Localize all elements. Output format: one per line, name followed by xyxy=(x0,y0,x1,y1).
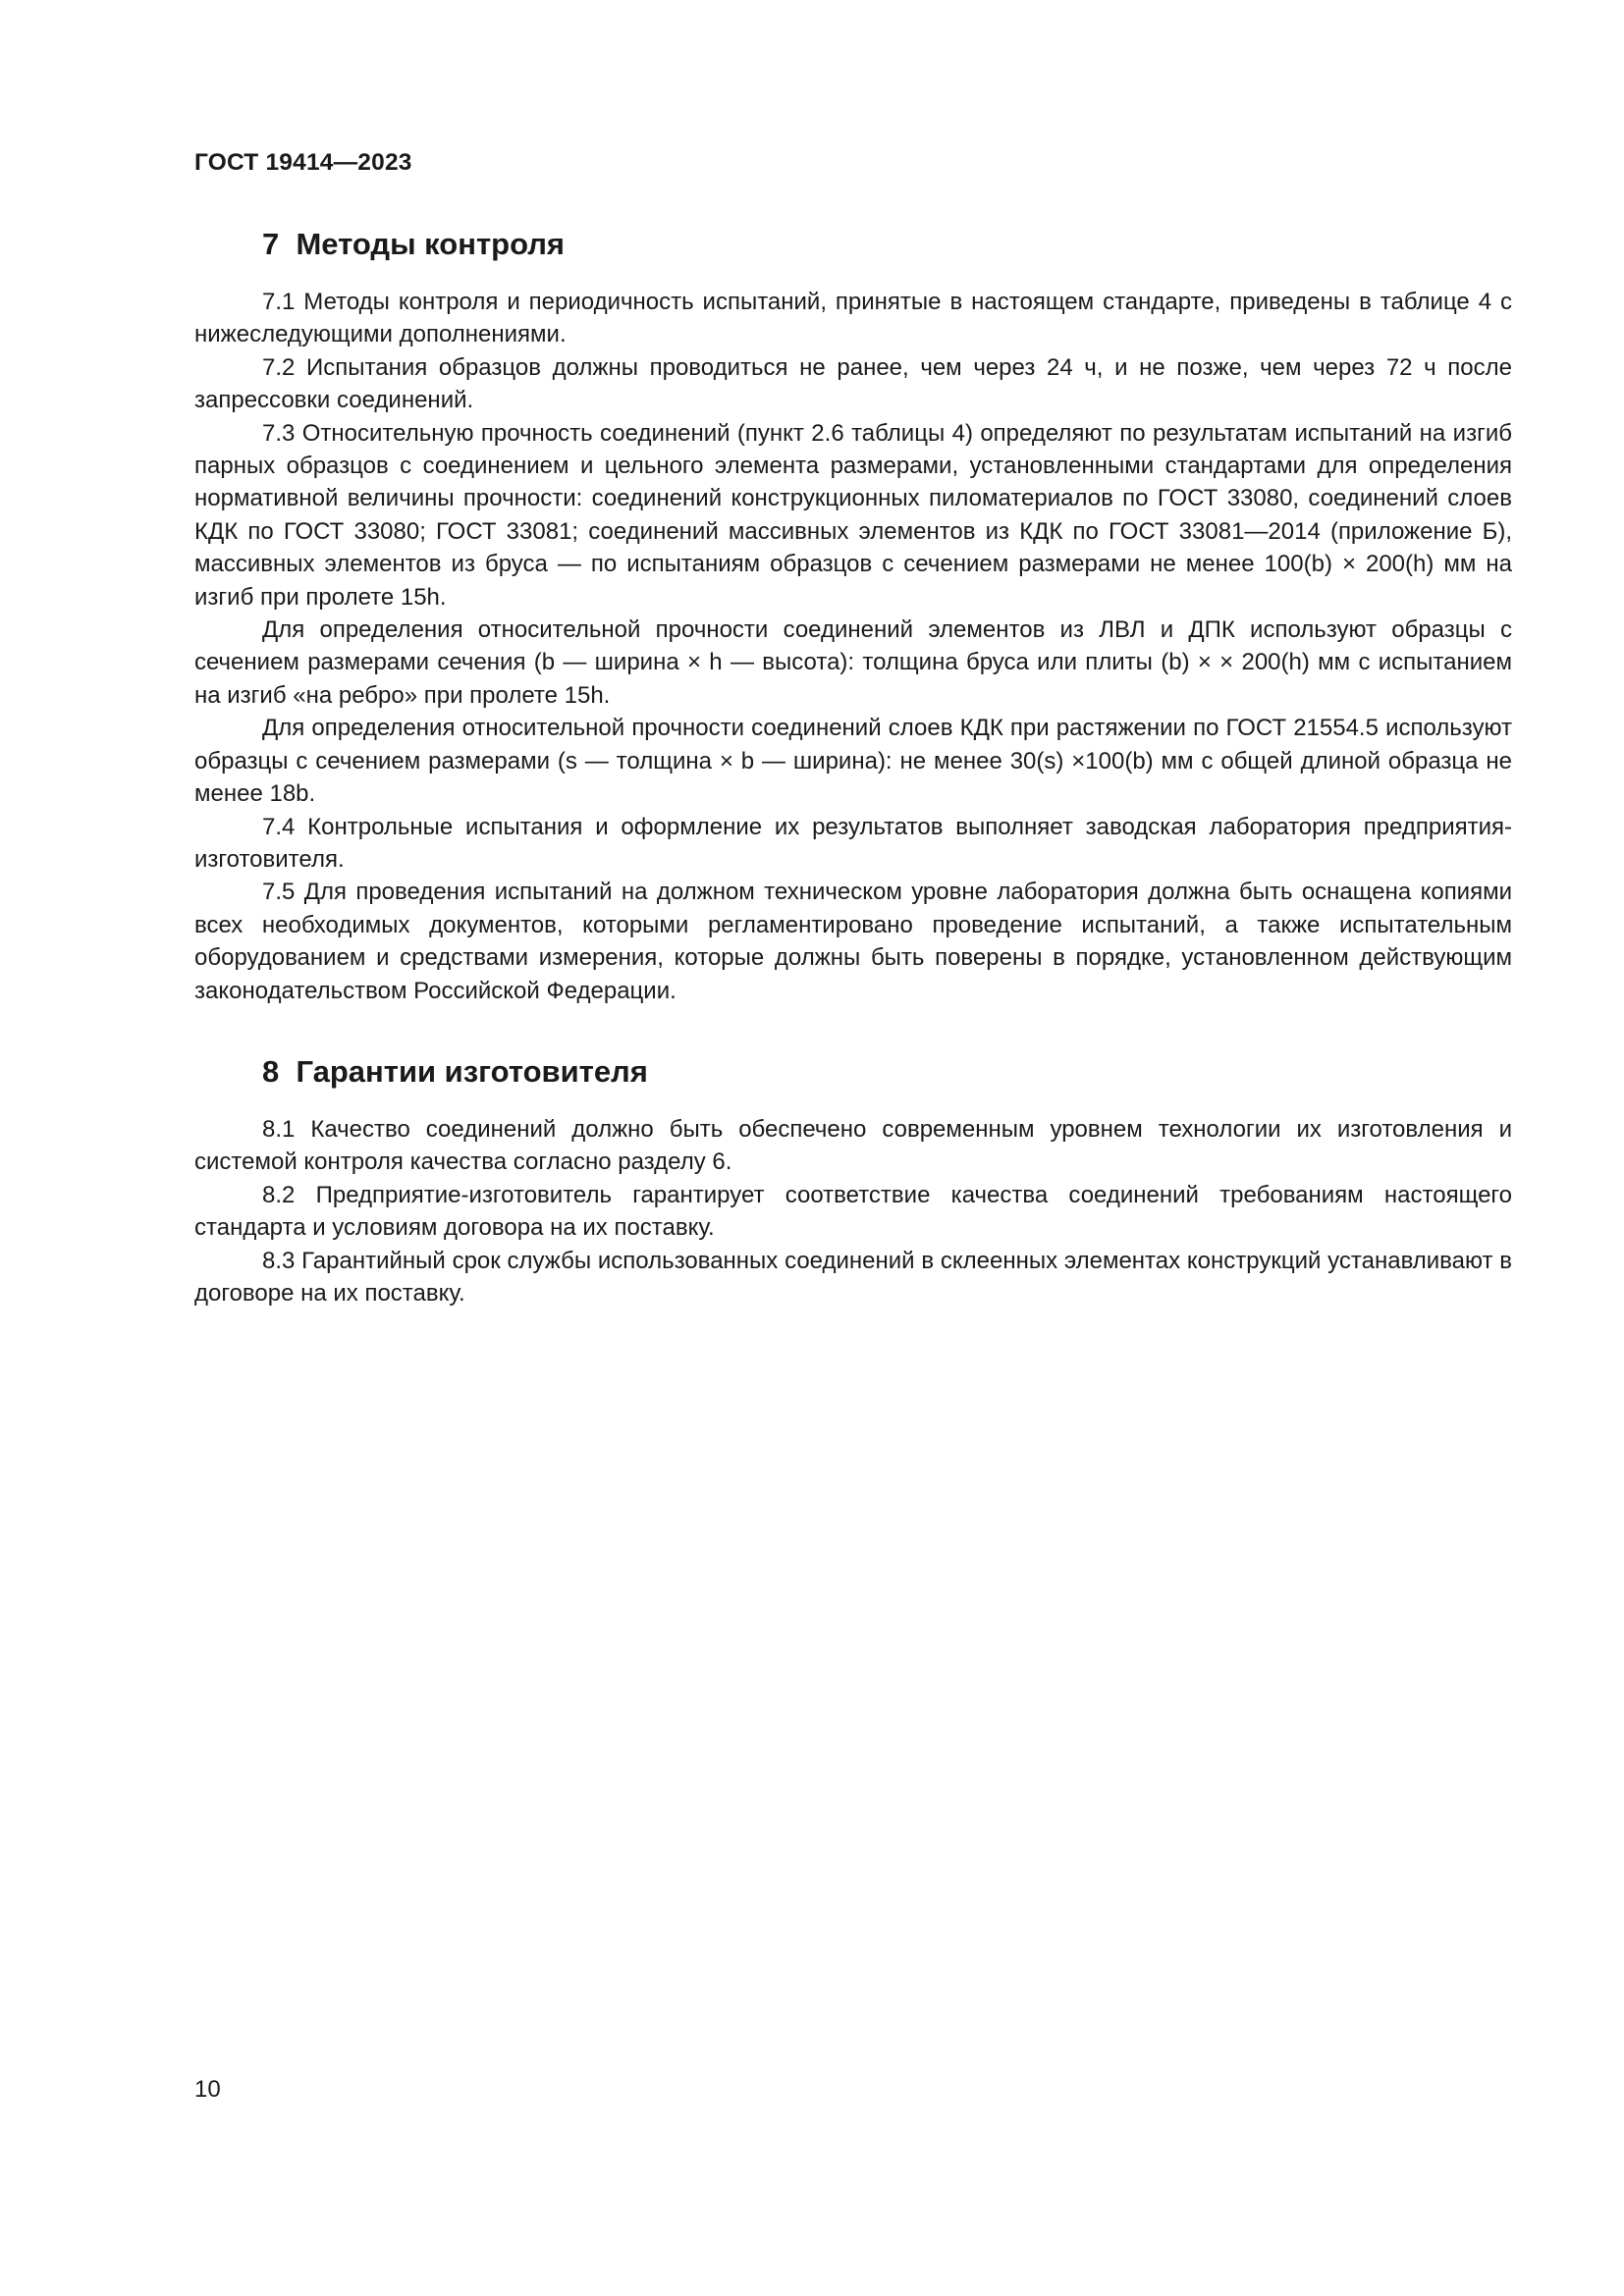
paragraph-7-4: 7.4 Контрольные испытания и оформление их результатов выполняет заводская лаборатория предприятия-изготовителя. xyxy=(194,813,1512,873)
paragraph-7-3: 7.3 Относительную прочность соединений (пункт 2.6 таблицы 4) определяют по результатам испытаний на изгиб парных образцов с соединением и цельного элемента размерами, установленными стандартами для определения нормативной величины прочности: соединений конструкционных пиломатериалов по ГОСТ 33080, соединений слоев КДК по ГОСТ 33080; ГОСТ 33081; соединений массивных элементов из КДК по ГОСТ 33081—2014 (приложение Б), массивных элементов из бруса — по испытаниям образцов с сечением размерами не менее 100(b) × 200(h) мм на изгиб при пролете 15h. xyxy=(194,419,1512,611)
paragraph-8-1: 8.1 Качество соединений должно быть обеспечено современным уровнем технологии их изготовления и системой контроля качества согласно разделу 6. xyxy=(194,1116,1512,1176)
section-8-title: 8 Гарантии изготовителя xyxy=(262,1054,648,1089)
section-7-title: 7 Методы контроля xyxy=(262,227,566,261)
paragraph-7-2: 7.2 Испытания образцов должны проводиться не ранее, чем через 24 ч, и не позже, чем через 72 ч после запрессовки соединений. xyxy=(194,353,1512,414)
paragraph-7-3-kdk-tension: Для определения относительной прочности соединений слоев КДК при растяжении по ГОСТ 21554.5 используют образцы с сечением размерами (s — толщина × b — ширина): не менее 30(s) ×100(b) мм с общей длиной образца не менее 18b. xyxy=(194,715,1512,808)
section-7-body xyxy=(194,286,1512,1007)
section-8-body xyxy=(194,1113,1512,1309)
paragraph-7-1: 7.1 Методы контроля и периодичность испытаний, принятые в настоящем стандарте, приведены в таблице 4 с нижеследующими дополнениями. xyxy=(194,289,1512,348)
paragraph-7-3-lvl-dpk: Для определения относительной прочности соединений элементов из ЛВЛ и ДПК используют образцы с сечением размерами сечения (b — ширина × h — высота): толщина бруса или плиты (b) × × 200(h) мм с испытанием на изгиб «на ребро» при пролете 15h. xyxy=(194,616,1512,709)
paragraph-8-2: 8.2 Предприятие-изготовитель гарантирует соответствие качества соединений требованиям настоящего стандарта и условиям договора на их поставку. xyxy=(194,1181,1512,1242)
paragraph-7-5: 7.5 Для проведения испытаний на должном техническом уровне лаборатория должна быть оснащена копиями всех необходимых документов, которыми регламентировано проведение испытаний, а также испытательным оборудованием и средствами измерения, которые должны быть поверены в порядке, установленном действующим законодательством Российской Федерации. xyxy=(194,879,1512,1004)
paragraph-8-3: 8.3 Гарантийный срок службы использованных соединений в склеенных элементах конструкций устанавливают в договоре на их поставку. xyxy=(194,1247,1512,1308)
page-number: 10 xyxy=(194,2076,221,2103)
document-id-header: ГОСТ 19414—2023 xyxy=(194,149,412,176)
